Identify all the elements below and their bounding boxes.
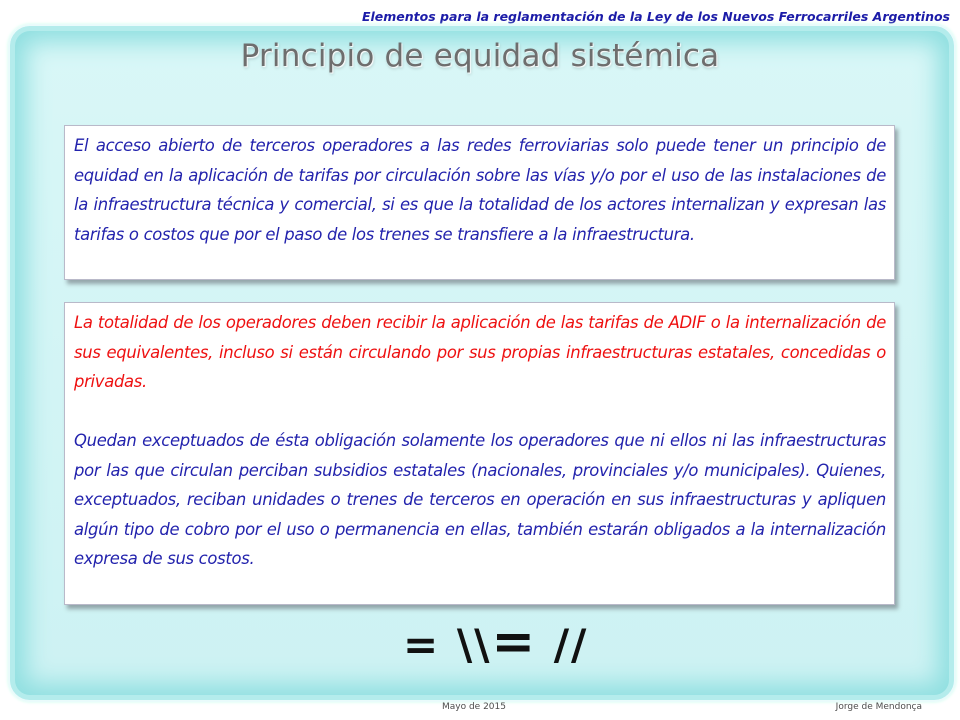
equality-symbol-icon: = \\= // (403, 612, 589, 672)
paragraph-adif-tariffs: La totalidad de los operadores deben recibir la aplicación de las tarifas de ADIF o la internalización de sus equivalentes, incluso si están circulando por sus propias infraestructuras estatales, concedidas o privadas. (74, 313, 886, 391)
text-box-operators (64, 302, 895, 605)
footer-date: Mayo de 2015 (442, 702, 506, 712)
paragraph-open-access: El acceso abierto de terceros operadores a las redes ferroviarias solo puede tener un principio de equidad en la aplicación de tarifas por circulación sobre las vías y/o por el uso de las instalaciones de la infraestructura técnica y comercial, si es que la totalidad de los actores internalizan y expresan las tarifas o costos que por el paso de los trenes se transfiere a la infraestructura. (74, 136, 886, 244)
paragraph-exceptions: Quedan exceptuados de ésta obligación solamente los operadores que ni ellos ni las infraestructuras por las que circulan perciban subsidios estatales (nacionales, provinciales y/o municipales). Quienes, exceptuados, reciban unidades o trenes de terceros en operación en sus infraestructuras y apliquen algún tipo de cobro por el uso o permanencia en ellas, también estarán obligados a la internalización expresa de sus costos. (74, 431, 886, 568)
footer-author: Jorge de Mendonça (835, 702, 922, 712)
slide-title: Principio de equidad sistémica (240, 38, 720, 74)
text-box-open-access (64, 125, 895, 280)
header-title: Elementos para la reglamentación de la Ley de los Nuevos Ferrocarriles Argentinos (361, 9, 950, 24)
